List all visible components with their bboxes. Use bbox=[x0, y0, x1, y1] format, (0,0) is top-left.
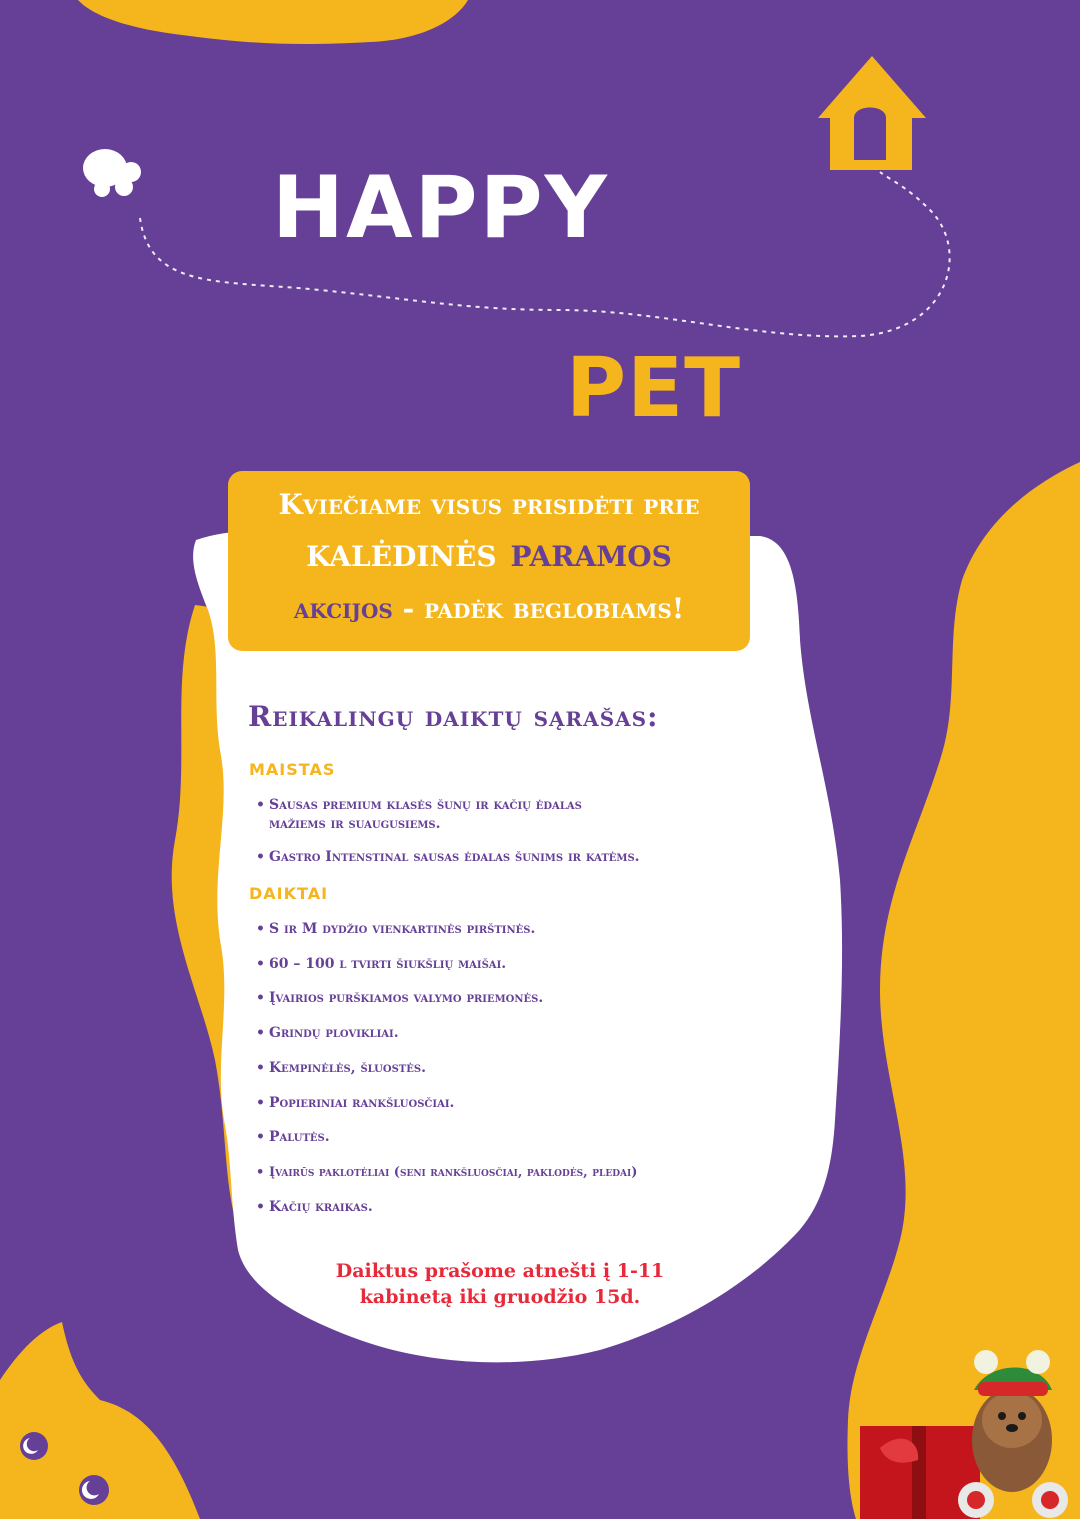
dog-house-icon bbox=[818, 56, 926, 170]
list-item bbox=[256, 989, 543, 1008]
list-item bbox=[256, 1163, 637, 1182]
bullet: • bbox=[256, 1129, 265, 1145]
list-item bbox=[256, 1128, 330, 1147]
bullet: • bbox=[256, 921, 265, 937]
list-heading: Reikalingų daiktų sąrašas: bbox=[248, 700, 659, 733]
bullet: • bbox=[256, 1095, 265, 1111]
list-item bbox=[256, 955, 506, 974]
delivery-note-line-1: Daiktus prašome atnešti į 1-11 bbox=[335, 1260, 665, 1282]
title-happy: HAPPY bbox=[272, 158, 609, 258]
banner-line-1: Kviečiame visus prisidėti prie bbox=[278, 488, 700, 521]
banner-line-3-white: - padėk beglobiams! bbox=[392, 592, 685, 625]
invitation-banner bbox=[228, 471, 750, 651]
list-item-text: Įvairios purškiamos valymo priemonės. bbox=[269, 990, 544, 1006]
bullet: • bbox=[256, 797, 265, 813]
cat-eye-left bbox=[20, 1432, 48, 1460]
bullet: • bbox=[256, 849, 265, 865]
bullet: • bbox=[256, 1199, 265, 1215]
bullet: • bbox=[256, 956, 265, 972]
section-title-food: MAISTAS bbox=[249, 760, 336, 779]
list-item-text: 60 – 100 l tvirti šiukšlių maišai. bbox=[269, 956, 507, 972]
list-item-text: Įvairūs paklotėliai (seni rankšluosčiai, paklodės, pledai) bbox=[269, 1165, 638, 1180]
banner-line-3 bbox=[228, 592, 750, 625]
banner-line-2-white: kalėdinės bbox=[306, 529, 511, 576]
bullet: • bbox=[256, 1060, 265, 1076]
list-item bbox=[256, 920, 535, 939]
banner-line-2-purple: paramos bbox=[510, 529, 672, 576]
list-item bbox=[256, 848, 640, 867]
list-item bbox=[256, 1094, 454, 1113]
bullet: • bbox=[256, 1165, 265, 1180]
list-item-text: S ir M dydžio vienkartinės pirštinės. bbox=[269, 921, 536, 937]
list-item-text: Sausas premium klasės šunų ir kačių ėdalas bbox=[269, 797, 582, 813]
list-item bbox=[256, 1024, 399, 1043]
list-item-text-continued: mažiems ir suaugusiems. bbox=[269, 816, 441, 832]
title-pet: PET bbox=[566, 341, 742, 436]
cat-eye-right bbox=[79, 1475, 109, 1505]
list-item bbox=[256, 1198, 373, 1217]
bullet: • bbox=[256, 1025, 265, 1041]
delivery-note-line-2: kabinetą iki gruodžio 15d. bbox=[359, 1286, 641, 1308]
list-item bbox=[256, 796, 582, 834]
list-item-text: Grindų plovikliai. bbox=[269, 1025, 399, 1041]
list-item-text: Palutės. bbox=[269, 1129, 330, 1145]
list-item bbox=[256, 1059, 426, 1078]
list-item-text: Kempinėlės, šluostės. bbox=[269, 1060, 426, 1076]
list-item-text: Gastro Intenstinal sausas ėdalas šunims ir katėms. bbox=[269, 849, 640, 865]
bullet: • bbox=[256, 990, 265, 1006]
delivery-note bbox=[330, 1258, 670, 1310]
paw-icon bbox=[83, 149, 141, 197]
list-item-text: Kačių kraikas. bbox=[269, 1199, 373, 1215]
section-title-things: DAIKTAI bbox=[249, 884, 329, 903]
list-item-text: Popieriniai rankšluosčiai. bbox=[269, 1095, 455, 1111]
banner-line-2 bbox=[228, 529, 750, 576]
banner-line-3-purple: akcijos bbox=[293, 592, 393, 625]
white-paper bbox=[193, 531, 842, 1362]
top-yellow-blob bbox=[78, 0, 468, 44]
